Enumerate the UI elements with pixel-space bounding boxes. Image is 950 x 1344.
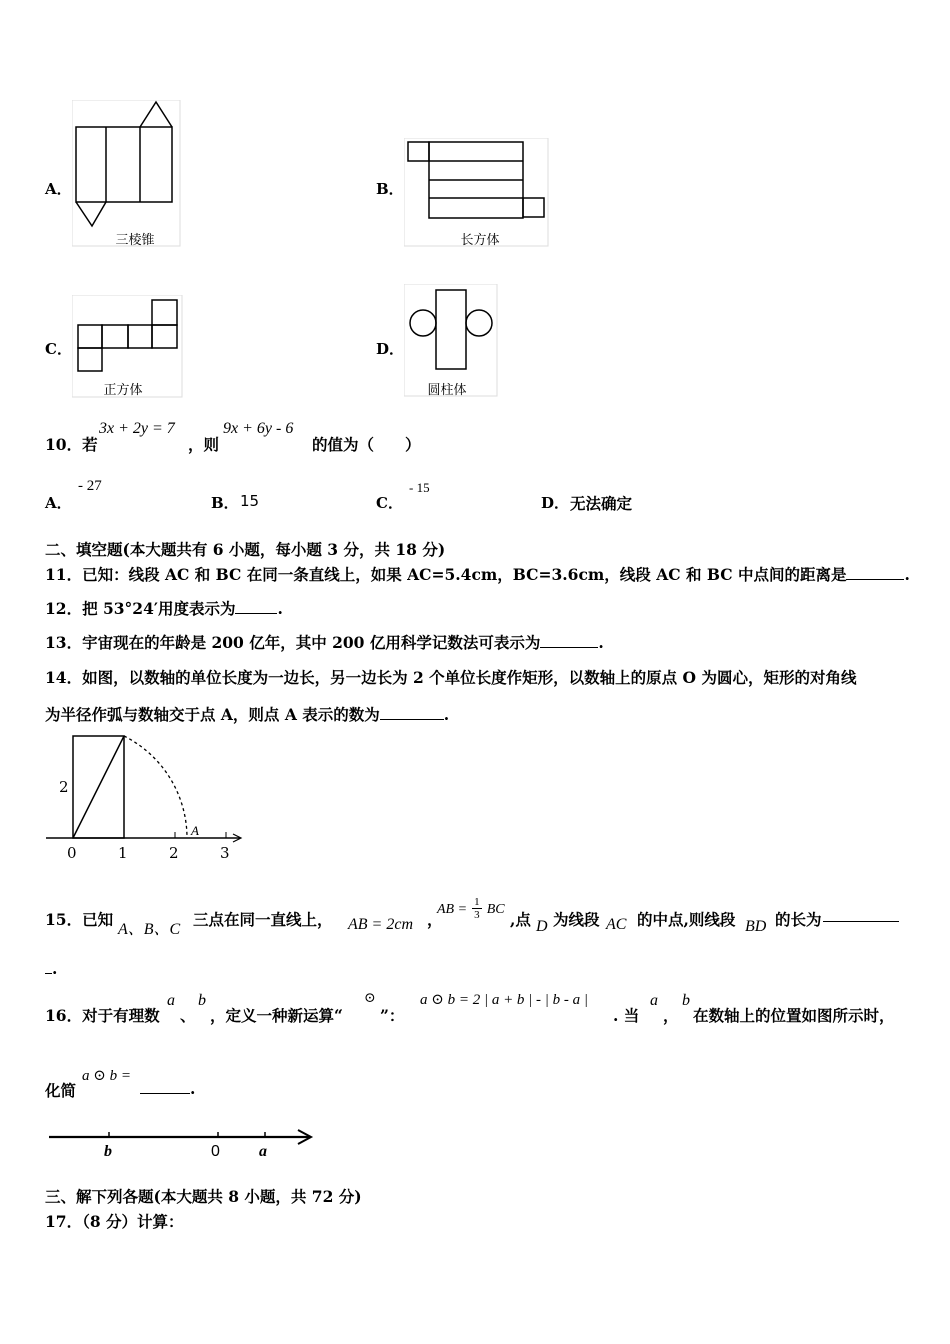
axis-label-0: 0: [211, 1143, 220, 1160]
q15-bc: BC: [486, 902, 505, 917]
q15-ab-length: AB = 2cm: [348, 916, 413, 933]
q10-option-d-label: D．: [541, 494, 570, 512]
fraction-numerator: 1: [474, 896, 480, 908]
answer-blank: [140, 1079, 190, 1094]
q10-option-b-label: B．: [211, 494, 239, 512]
option-c-label: C．: [45, 340, 72, 358]
q10-option-a-value: - 27: [78, 478, 102, 494]
q15-comma: ，: [427, 910, 443, 929]
q16-var-b: b: [198, 992, 206, 1009]
axis-label-a: a: [259, 1143, 267, 1160]
answer-blank: [235, 599, 277, 614]
tick-label-1: 1: [118, 844, 128, 862]
point-a-label: A: [191, 823, 199, 838]
q15-segment-ac: AC: [606, 916, 627, 933]
q12-text: 12．把 53°24′用度表示为: [45, 599, 236, 618]
number-line-rectangle-figure: [40, 728, 250, 866]
q10-option-a-label: A．: [45, 494, 72, 512]
q16-line2-expr: a ⊙ b =: [82, 1068, 131, 1084]
q10-option-c-value: - 15: [409, 480, 430, 495]
q15-text1: 三点在同一直线上，: [193, 910, 333, 929]
answer-blank: [540, 633, 598, 648]
q15-fraction: [472, 896, 482, 921]
option-a-label: A．: [45, 180, 72, 198]
option-b-label: B．: [376, 180, 404, 198]
q16-line2-prefix: 化简: [45, 1081, 77, 1100]
q16-answer: .: [140, 1079, 195, 1098]
fraction-denominator: 3: [474, 909, 480, 921]
caption-triangular-pyramid: 三棱锥: [115, 233, 155, 248]
triangular-pyramid-net-figure: [72, 100, 182, 248]
q10-expr1: 3x + 2y = 7: [99, 420, 175, 437]
q15-ratio: [437, 896, 505, 921]
answer-blank: [846, 565, 904, 580]
q15-continuation: .: [45, 959, 57, 978]
q15-text4: 的中点,则线段: [637, 910, 736, 929]
answer-blank: [45, 959, 52, 974]
caption-cylinder: 圆柱体: [427, 383, 467, 398]
q15-prefix: 15．已知: [45, 910, 114, 929]
q15-points: A、B、C: [118, 921, 181, 938]
q10-option-c-label: C．: [376, 494, 403, 512]
q16-number-line-figure: [45, 1124, 317, 1160]
q14-line1: 14．如图，以数轴的单位长度为一边长，另一边长为 2 个单位长度作矩形，以数轴上的原点 O 为圆心，矩形的对角线: [45, 668, 857, 687]
q15-ab2: AB =: [437, 902, 468, 917]
q13: 13．宇宙现在的年龄是 200 亿年，其中 200 亿用科学记数法可表示为 .: [45, 633, 604, 652]
q16-definition: a ⊙ b = 2 | a + b | - | b - a |: [420, 992, 589, 1008]
q15-text5: 的长为: [775, 910, 822, 929]
q10-expr2: 9x + 6y - 6: [223, 420, 294, 437]
q16-var-a: a: [167, 992, 175, 1009]
q11: 11．已知：线段 AC 和 BC 在同一条直线上，如果 AC=5.4cm，BC=3.6cm，线段 AC 和 BC 中点间的距离是 .: [45, 565, 910, 584]
q15-segment-bd: BD: [745, 918, 767, 935]
tick-label-3: 3: [220, 844, 230, 862]
q16-text5: 在数轴上的位置如图所示时，: [693, 1006, 895, 1025]
q10-option-b-value: 15: [240, 492, 260, 510]
q16-text1: ，定义一种新运算“: [210, 1006, 343, 1025]
q15-point-d: D: [536, 918, 548, 935]
q13-text: 13．宇宙现在的年龄是 200 亿年，其中 200 亿用科学记数法可表示为: [45, 633, 541, 652]
q12: 12．把 53°24′用度表示为 .: [45, 599, 283, 618]
caption-cuboid: 长方体: [460, 233, 500, 248]
q15-text3: 为线段: [553, 910, 600, 929]
q11-text: 11．已知：线段 AC 和 BC 在同一条直线上，如果 AC=5.4cm，BC=3.6cm，线段 AC 和 BC 中点间的距离是: [45, 565, 847, 584]
tick-label-0: 0: [67, 844, 77, 862]
q16-text4: ，: [663, 1006, 679, 1025]
q16-var-a-2: a: [650, 992, 658, 1009]
q14-text: 为半径作弧与数轴交于点 A，则点 A 表示的数为: [45, 705, 380, 724]
answer-blank: [380, 705, 444, 720]
q16-text3: . 当: [613, 1006, 640, 1025]
q14-line2: 为半径作弧与数轴交于点 A，则点 A 表示的数为 .: [45, 705, 450, 724]
q10-prefix: 10．若: [45, 435, 98, 454]
q16-text2: ”：: [380, 1006, 405, 1025]
height-label: 2: [59, 778, 69, 796]
tick-label-2: 2: [169, 844, 179, 862]
q10-mid: ，则: [188, 435, 220, 454]
answer-blank: [823, 921, 899, 922]
q16-var-b-2: b: [682, 992, 690, 1009]
section-3-heading: 三、解下列各题(本大题共 8 小题，共 72 分): [45, 1187, 362, 1206]
option-d-label: D．: [376, 340, 405, 358]
q10-option-d-value: 无法确定: [570, 494, 633, 513]
axis-label-b: b: [104, 1143, 112, 1160]
section-2-heading: 二、填空题(本大题共有 6 小题，每小题 3 分，共 18 分): [45, 540, 446, 559]
q16-prefix: 16．对于有理数: [45, 1006, 160, 1025]
caption-cube: 正方体: [103, 383, 143, 398]
q10-suffix: 的值为（ ）: [312, 435, 421, 454]
q16-separator: 、: [180, 1006, 196, 1025]
q17: 17．（8 分）计算：: [45, 1212, 184, 1231]
q16-operator: ⊙: [364, 991, 376, 1006]
q15-text2: ,点: [510, 910, 531, 929]
